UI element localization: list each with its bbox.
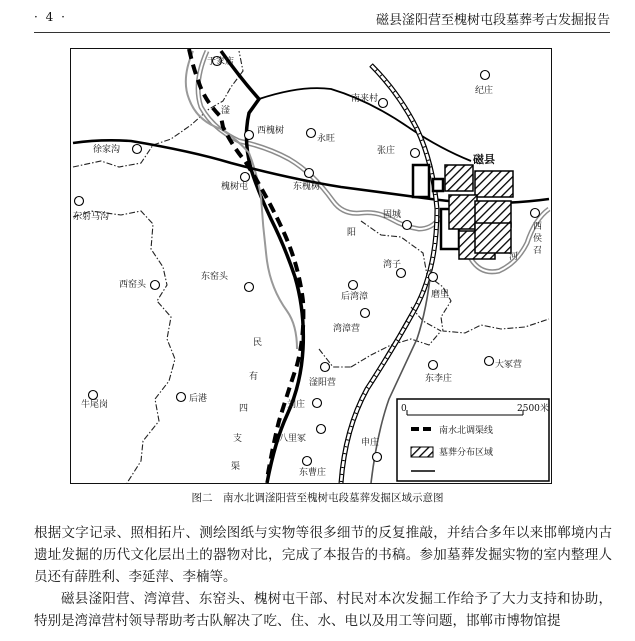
place-wanzi: 湾子 xyxy=(383,260,402,270)
place-dongshemagou: 东射马沟 xyxy=(73,212,110,222)
place-niuweigang: 牛尾岗 xyxy=(81,400,109,410)
canal-char-1: 民 xyxy=(253,338,263,348)
xihoucheng-char-2: 侯 xyxy=(533,234,543,244)
legend-canal-label: 南水北调渠线 xyxy=(439,426,494,436)
city-block-small xyxy=(413,165,429,197)
canal-char-2: 有 xyxy=(249,372,259,382)
scale-max: 2500米 xyxy=(517,404,549,414)
xihoucheng-char-1: 西 xyxy=(533,222,543,232)
burial-legend-swatch xyxy=(411,447,433,457)
paragraph-2: 磁县滏阳营、湾漳营、东窑头、槐树屯干部、村民对本次发掘工作给予了大力支持和协助，特别是湾漳营村领导帮助考古队解决了吃、住、水、电以及用工等问题，邯郸市博物馆提 xyxy=(34,591,612,629)
place-wanzhangying: 湾漳营 xyxy=(333,324,361,334)
legend-burial-label: 墓葬分布区域 xyxy=(439,448,494,458)
place-dazhongzhuang: 大冢营 xyxy=(495,360,523,370)
running-title: 磁县滏阳营至槐树屯段墓葬考古发掘报告 xyxy=(375,13,610,28)
canal-char-3: 四 xyxy=(239,404,249,414)
xihoucheng-char-3: 召 xyxy=(533,246,543,256)
place-xiyaotou: 西窑头 xyxy=(119,280,147,290)
map-legend xyxy=(397,399,549,481)
place-fuyangying: 滏阳营 xyxy=(309,378,337,388)
place-balizhong: 八里冢 xyxy=(279,434,307,444)
page-number: · 4 · xyxy=(34,10,67,24)
place-dongyaotou: 东窑头 xyxy=(201,272,229,282)
place-liuzhuang: 刘庄 xyxy=(287,400,306,410)
place-xujiagou: 徐家沟 xyxy=(93,145,121,155)
figure-caption: 图二 南水北调滏阳营至槐树屯段墓葬发掘区域示意图 xyxy=(191,492,444,504)
place-xilaicun: 西槐树 xyxy=(257,126,285,136)
canal-char-5: 渠 xyxy=(231,462,241,472)
main-road xyxy=(221,51,306,483)
river-char-2: 阳 xyxy=(347,228,357,238)
place-shenzhuang: 申庄 xyxy=(361,438,380,448)
place-donglizhuang: 东李庄 xyxy=(425,374,453,384)
map-svg xyxy=(71,49,551,483)
place-gucheng: 固城 xyxy=(383,210,402,220)
page-header xyxy=(34,6,610,33)
place-zhangzhuang: 张庄 xyxy=(377,146,396,156)
place-houjiang: 后港 xyxy=(189,394,208,404)
body-text xyxy=(34,522,612,632)
place-jizhuang: 纪庄 xyxy=(475,86,494,96)
place-nanlaicun: 南来村 xyxy=(351,94,379,104)
place-donghuaishu: 东槐树 xyxy=(293,182,321,192)
city-label-cixian: 磁县 xyxy=(473,153,495,166)
place-yongwang: 永旺 xyxy=(317,134,336,144)
map-figure xyxy=(70,48,552,484)
place-moli: 磨里 xyxy=(431,290,450,300)
place-huaishutun: 槐树屯 xyxy=(221,182,249,192)
place-houwanzhang: 后湾漳 xyxy=(341,292,369,302)
canal-char-4: 支 xyxy=(233,434,243,444)
xihoucheng-label xyxy=(533,221,542,256)
place-dongcaozhuang: 东曹庄 xyxy=(299,468,327,478)
scale-zero: 0 xyxy=(401,404,407,414)
paragraph-1: 根据文字记录、照相拓片、测绘图纸与实物等很多细节的反复推敲，并结合多年以来邯郸境内古遗址发掘的历代文化层出土的器物对比，完成了本报告的书稿。参加墓葬发掘实物的室内整理人员还有薛胜利、李延萍、李楠等。 xyxy=(34,525,612,585)
river-char-1: 滏 xyxy=(221,106,231,116)
river-char-3: 河 xyxy=(509,252,519,262)
place-yujiadian: 于家店 xyxy=(207,57,235,67)
